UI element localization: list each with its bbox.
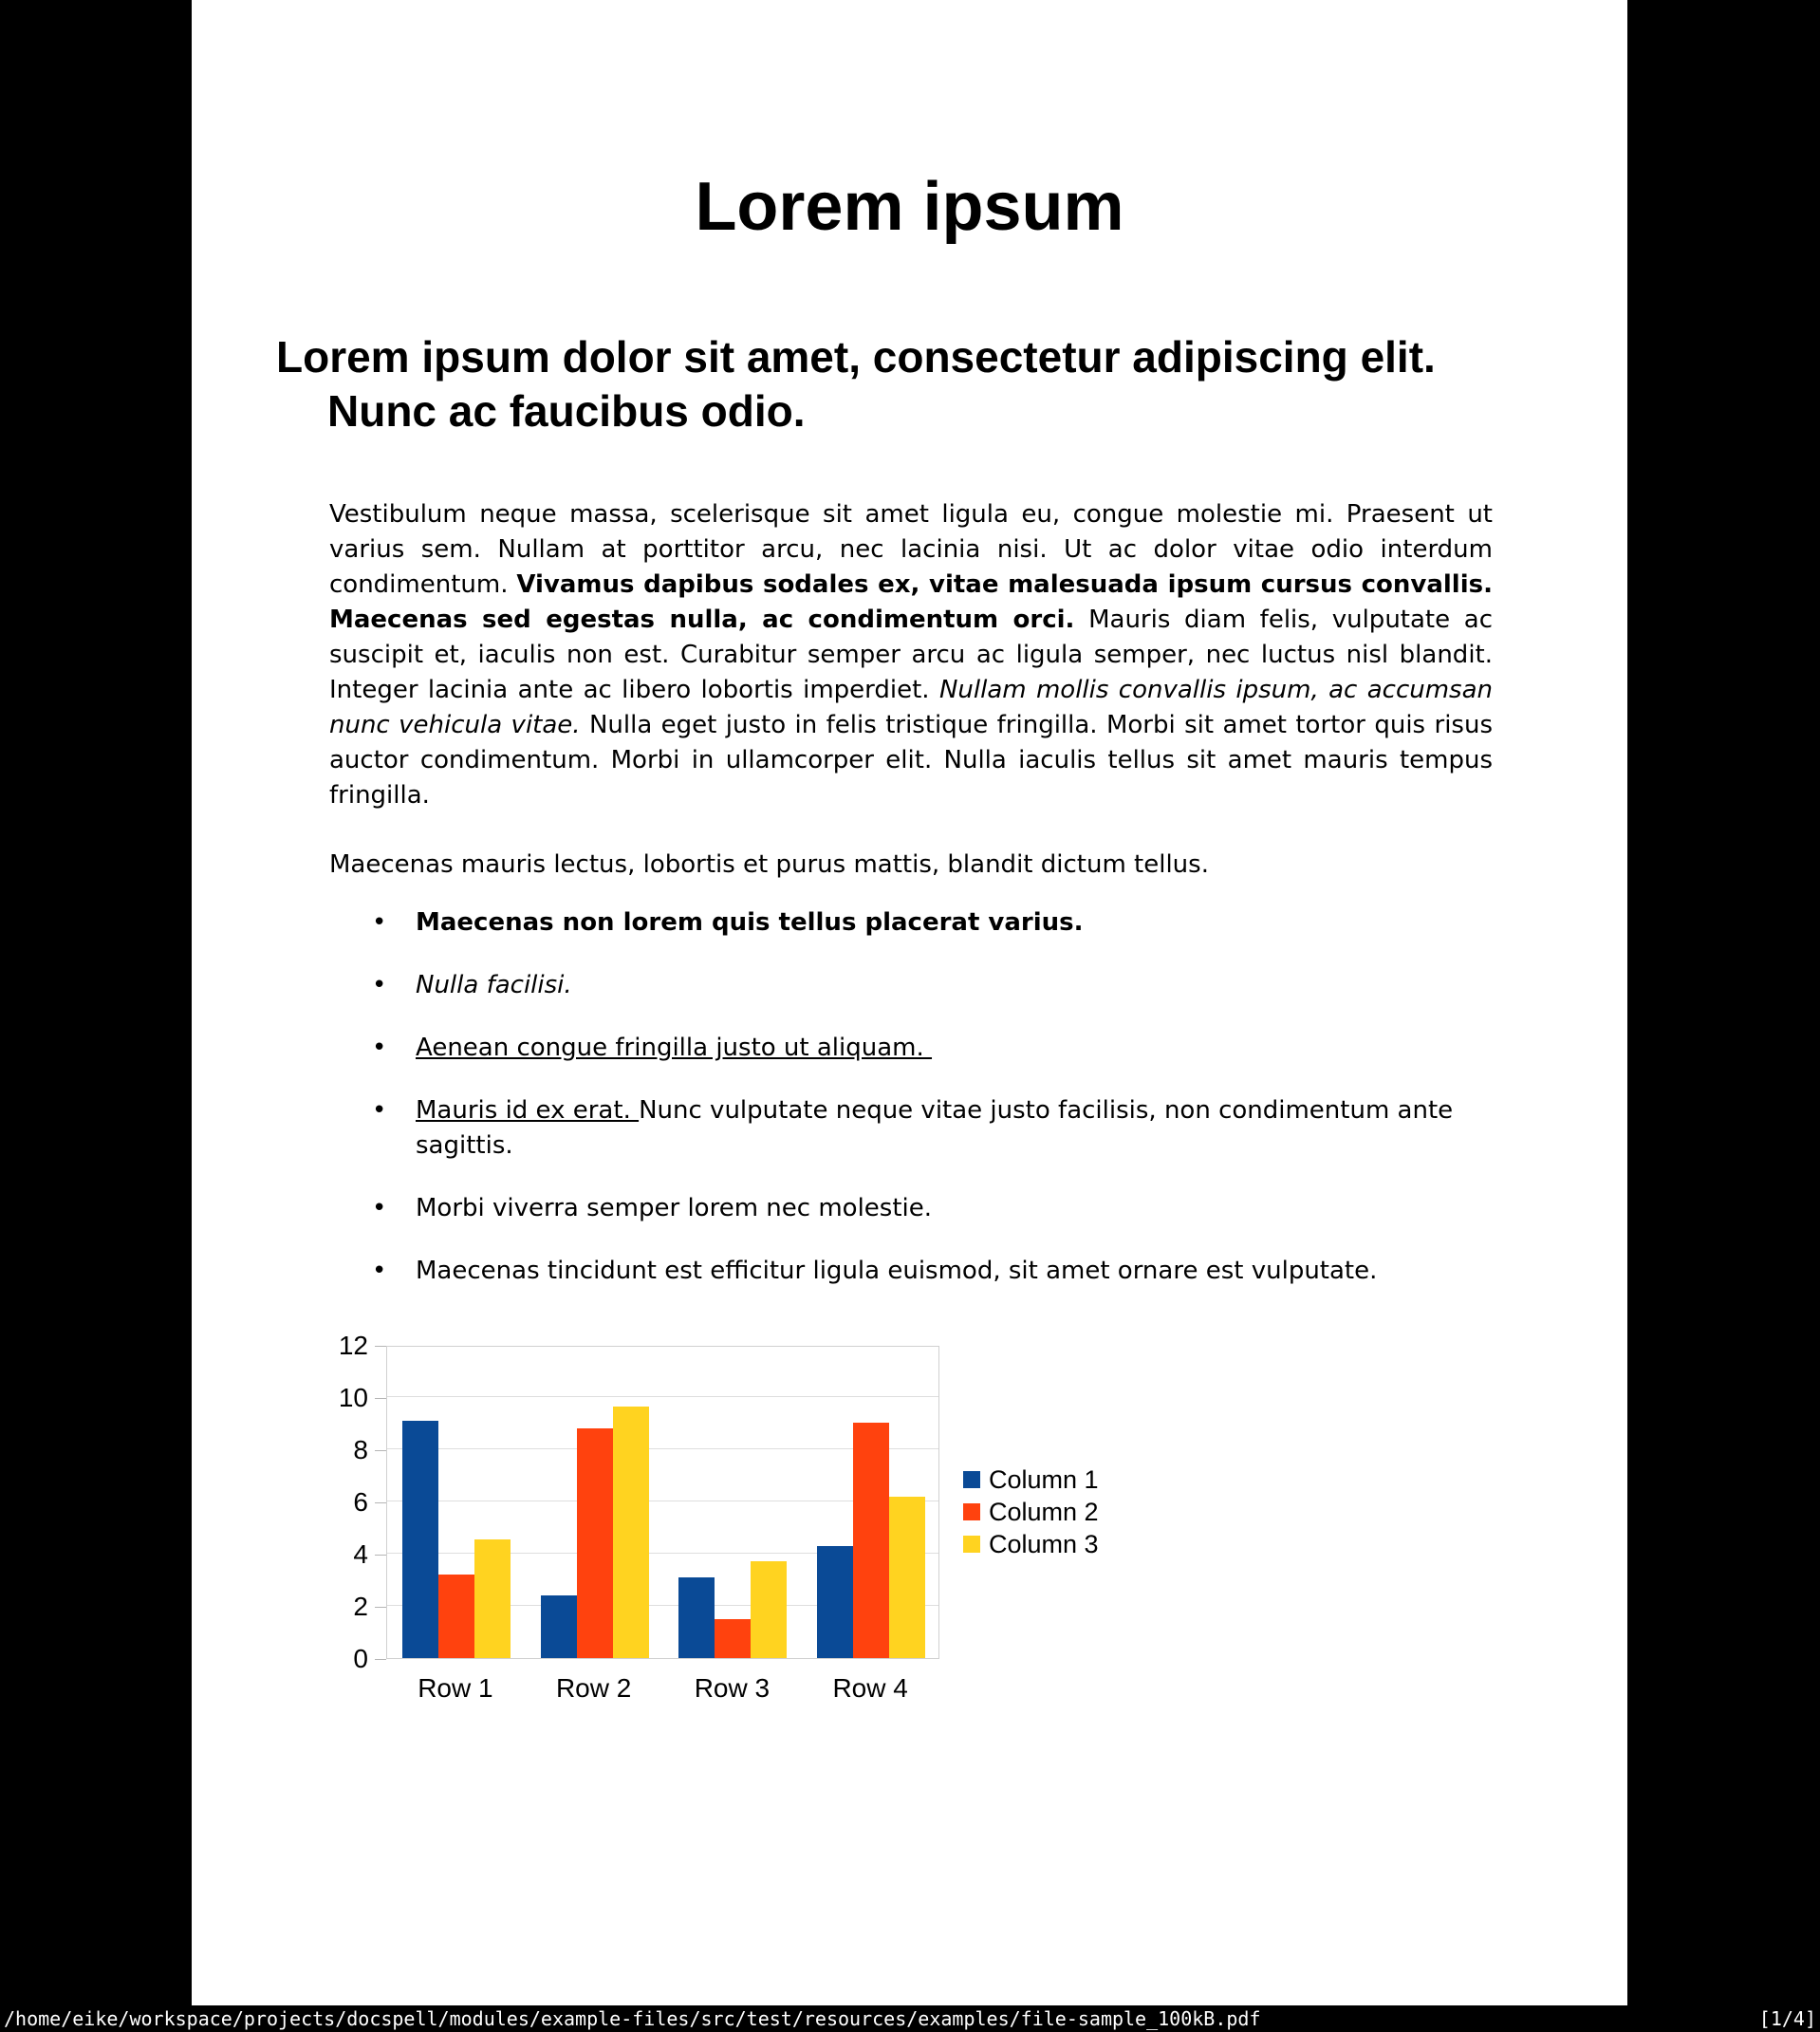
- y-tick-label: 6: [353, 1487, 368, 1517]
- bullet-icon: •: [372, 908, 387, 937]
- bar-column-1-row-2: [541, 1595, 577, 1658]
- legend-item: [963, 1497, 1099, 1526]
- y-tick-label: 12: [338, 1331, 368, 1360]
- text-segment: Nullam mollis convallis ipsum, ac accumsan nunc vehicula vitae.: [329, 676, 1494, 739]
- body-paragraph-2: Maecenas mauris lectus, lobortis et purus mattis, blandit dictum tellus.: [329, 850, 1209, 879]
- legend-label: Column 1: [989, 1464, 1099, 1494]
- legend-swatch-icon: [963, 1503, 980, 1520]
- x-tick-label: Row 3: [694, 1673, 771, 1703]
- section-heading: Lorem ipsum dolor sit amet, consectetur adipiscing elit. Nunc ac faucibus odio.: [276, 332, 1436, 436]
- document-title: Lorem ipsum: [695, 169, 1124, 245]
- y-tick-mark: [375, 1659, 386, 1660]
- legend-swatch-icon: [963, 1536, 980, 1553]
- bullet-icon: •: [372, 1034, 387, 1062]
- y-tick-label: 10: [338, 1383, 368, 1412]
- file-path: /home/eike/workspace/projects/docspell/modules/example-files/src/test/resources/examples/file-sample_100kB.pdf: [4, 2007, 1261, 2030]
- y-tick-mark: [375, 1346, 386, 1347]
- text-segment: Nulla facilisi.: [416, 971, 572, 999]
- bar-column-2-row-2: [577, 1428, 613, 1658]
- text-segment: Morbi viverra semper lorem nec molestie.: [416, 1194, 933, 1222]
- chart-plot-area: [386, 1346, 939, 1659]
- y-tick-label: 8: [353, 1435, 368, 1464]
- bar-column-2-row-1: [438, 1575, 474, 1658]
- bullet-icon: •: [372, 971, 387, 999]
- text-segment: Nunc vulputate neque vitae justo facilisis, non condimentum ante sagittis.: [416, 1096, 1454, 1160]
- y-tick-mark: [375, 1555, 386, 1556]
- bar-column-3-row-4: [889, 1497, 925, 1659]
- bullet-icon: •: [372, 1257, 387, 1285]
- status-bar: [0, 2005, 1820, 2032]
- y-tick-label: 4: [353, 1539, 368, 1569]
- legend-item: [963, 1529, 1099, 1558]
- bullet-icon: •: [372, 1096, 387, 1125]
- bar-column-1-row-1: [402, 1421, 438, 1658]
- text-segment: Maecenas non lorem quis tellus placerat varius.: [416, 908, 1084, 937]
- bullet-icon: •: [372, 1194, 387, 1222]
- gridline: [387, 1396, 938, 1397]
- bar-column-2-row-4: [853, 1423, 889, 1658]
- text-segment: Maecenas tincidunt est efficitur ligula euismod, sit amet ornare est vulputate.: [416, 1257, 1378, 1285]
- page-indicator: [1/4]: [1758, 2007, 1816, 2030]
- bar-column-1-row-4: [817, 1546, 853, 1658]
- bar-column-3-row-1: [474, 1539, 511, 1658]
- bar-column-3-row-3: [751, 1561, 787, 1658]
- y-tick-label: 0: [353, 1644, 368, 1673]
- legend-label: Column 3: [989, 1529, 1099, 1558]
- legend-label: Column 2: [989, 1497, 1099, 1526]
- x-tick-label: Row 1: [418, 1673, 493, 1703]
- document-page[interactable]: [192, 0, 1627, 2005]
- text-segment: Aenean congue fringilla justo ut aliquam.: [416, 1034, 933, 1062]
- y-tick-mark: [375, 1502, 386, 1503]
- y-tick-mark: [375, 1398, 386, 1399]
- text-segment: Vestibulum neque massa, scelerisque sit amet ligula eu, congue molestie mi. Praesent ut varius sem. Nullam at porttitor arcu, nec lacinia nisi. Ut ac dolor vitae odio interdum condimentum.: [329, 500, 1493, 599]
- y-tick-mark: [375, 1450, 386, 1451]
- bar-column-2-row-3: [715, 1619, 751, 1658]
- text-segment: Mauris diam felis, vulputate ac suscipit et, iaculis non est. Curabitur semper arcu ac ligula semper, nec luctus nisl blandit. Integer lacinia ante ac libero lobortis imperdiet.: [329, 606, 1493, 704]
- text-segment: Mauris id ex erat.: [416, 1096, 640, 1125]
- legend-swatch-icon: [963, 1471, 980, 1488]
- legend-item: [963, 1464, 1099, 1494]
- bar-column-1-row-3: [678, 1577, 715, 1658]
- text-segment: Vivamus dapibus sodales ex, vitae malesuada ipsum cursus convallis. Maecenas sed egestas nulla, ac condimentum orci.: [329, 570, 1493, 634]
- x-tick-label: Row 2: [555, 1673, 632, 1703]
- y-tick-mark: [375, 1607, 386, 1608]
- x-tick-label: Row 4: [832, 1673, 908, 1703]
- text-segment: Nulla eget justo in felis tristique fringilla. Morbi sit amet tortor quis risus auctor condimentum. Morbi in ullamcorper elit. Nulla iaculis tellus sit amet mauris tempus fringilla.: [329, 711, 1493, 810]
- chart-legend: [963, 1464, 1099, 1565]
- bar-chart: [192, 0, 1627, 2005]
- y-tick-label: 2: [353, 1592, 368, 1621]
- bar-column-3-row-2: [613, 1407, 649, 1658]
